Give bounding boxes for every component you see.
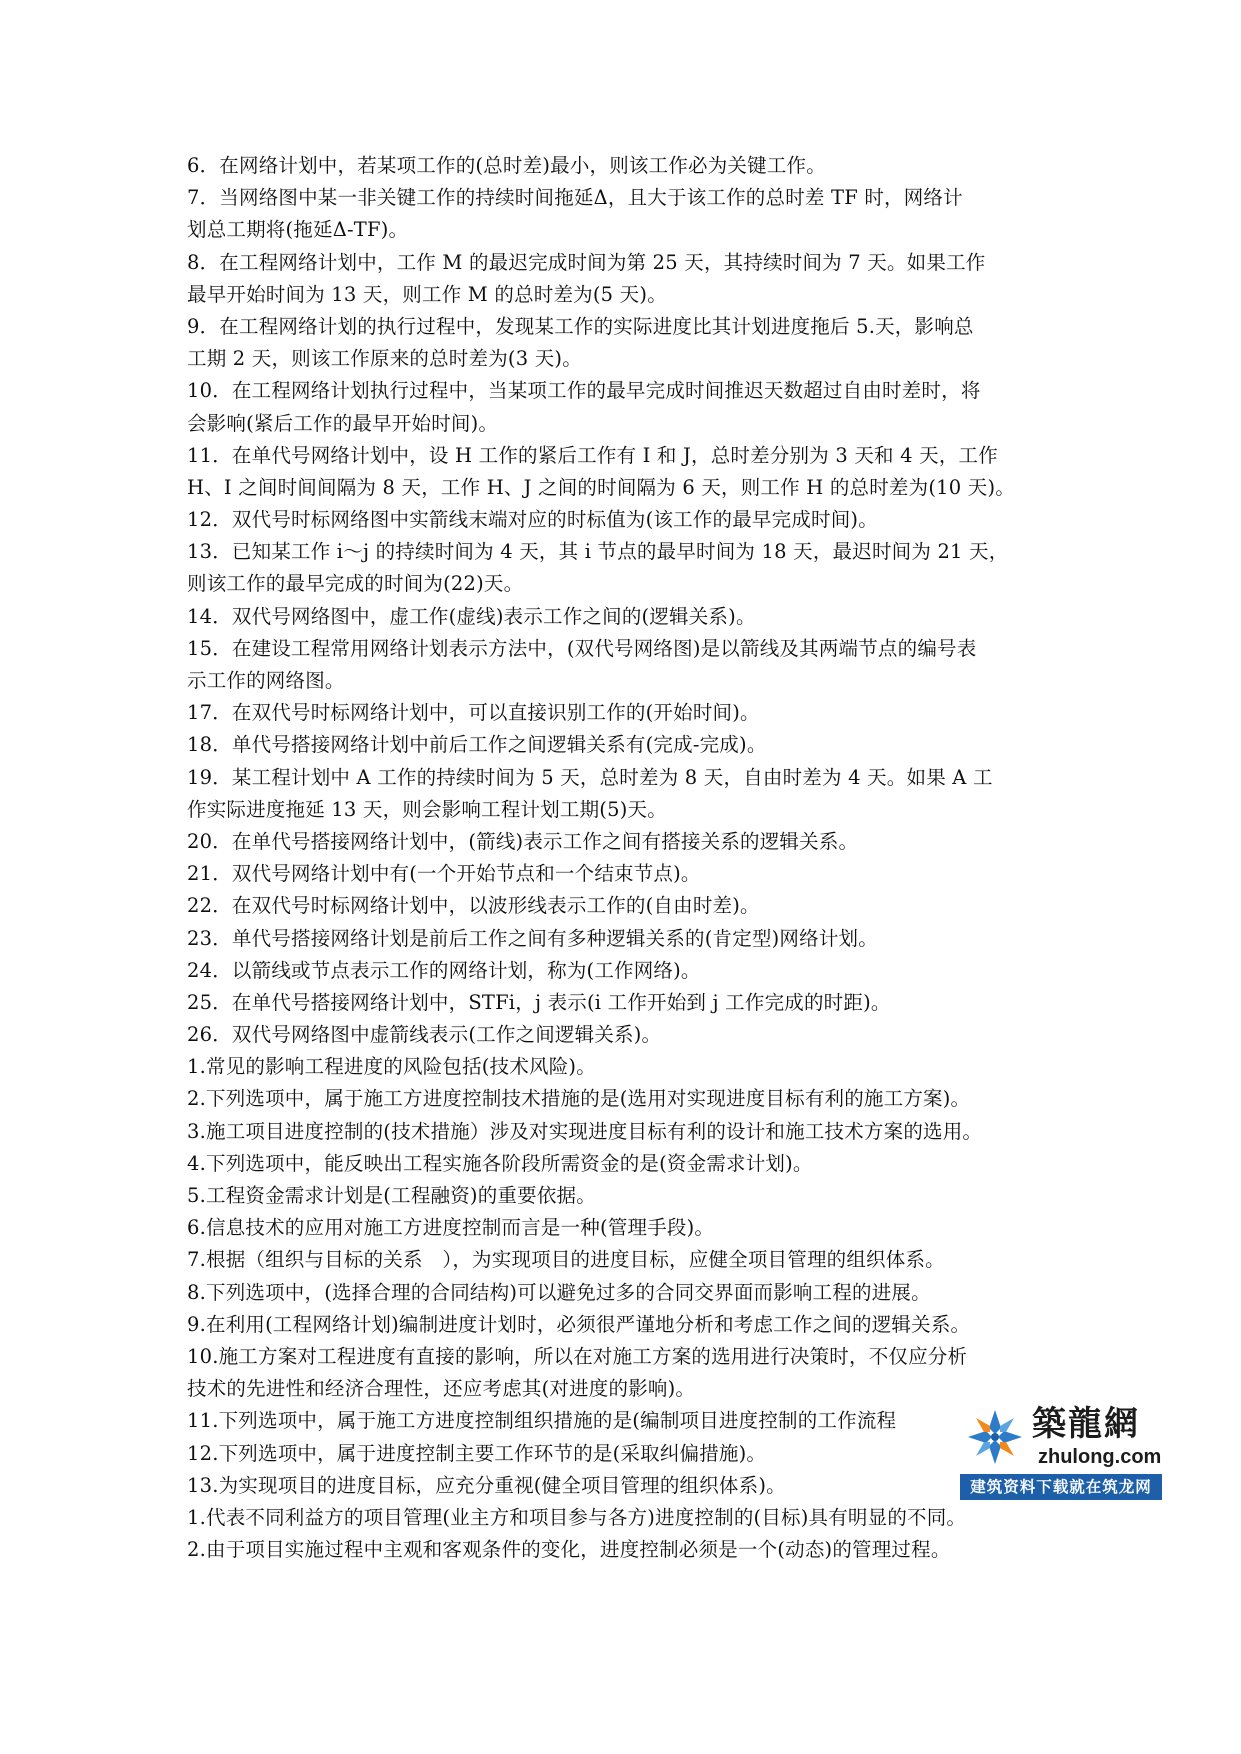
text-line: 7.根据（组织与目标的关系 ），为实现项目的进度目标，应健全项目管理的组织体系。 [187,1248,945,1272]
text-line: 24．以箭线或节点表示工作的网络计划，称为(工作网络)。 [187,958,701,982]
text-line: 10.施工方案对工程进度有直接的影响，所以在对施工方案的选用进行决策时，不仅应分析 [187,1344,968,1368]
text-line: 13.为实现项目的进度目标，应充分重视(健全项目管理的组织体系)。 [187,1473,786,1497]
text-line: H、I 之间时间间隔为 8 天，工作 H、J 之间的时间隔为 6 天，则工作 H 的总时差为(10 天)。 [187,475,1015,499]
text-line: 1.代表不同利益方的项目管理(业主方和项目参与各方)进度控制的(目标)具有明显的不同。 [187,1505,967,1529]
zhulong-logo-icon [964,1406,1026,1468]
text-line: 技术的先进性和经济合理性，还应考虑其(对进度的影响)。 [187,1377,696,1401]
text-line: 9.在利用(工程网络计划)编制进度计划时，必须很严谨地分析和考虑工作之间的逻辑关系。 [187,1312,971,1336]
watermark-domain: zhulong.com [1038,1446,1162,1468]
text-line: 23．单代号搭接网络计划是前后工作之间有多种逻辑关系的(肯定型)网络计划。 [187,926,878,950]
text-line: 14．双代号网络图中，虚工作(虚线)表示工作之间的(逻辑关系)。 [187,604,756,628]
text-line: 12.下列选项中，属于进度控制主要工作环节的是(采取纠偏措施)。 [187,1441,767,1465]
text-line: 则该工作的最早完成的时间为(22)天。 [187,572,524,596]
text-line: 3.施工项目进度控制的(技术措施）涉及对实现进度目标有利的设计和施工技术方案的选用。 [187,1119,983,1143]
watermark-banner: 建筑资料下载就在筑龙网 [960,1474,1162,1500]
text-line: 20．在单代号搭接网络计划中，(箭线)表示工作之间有搭接关系的逻辑关系。 [187,829,859,853]
text-line: 会影响(紧后工作的最早开始时间)。 [187,411,499,435]
text-line: 22．在双代号时标网络计划中，以波形线表示工作的(自由时差)。 [187,894,760,918]
text-line: 5.工程资金需求计划是(工程融资)的重要依据。 [187,1184,596,1207]
text-line: 4.下列选项中，能反映出工程实施各阶段所需资金的是(资金需求计划)。 [187,1151,813,1175]
text-line: 作实际进度拖延 13 天，则会影响工程计划工期(5)天。 [187,797,667,821]
text-line: 8．在工程网络计划中，工作 M 的最迟完成时间为第 25 天，其持续时间为 7 天。如果工作 [187,250,986,274]
text-line: 工期 2 天，则该工作原来的总时差为(3 天)。 [187,347,582,371]
text-line: 2.下列选项中，属于施工方进度控制技术措施的是(选用对实现进度目标有利的施工方案)。 [187,1087,971,1111]
document-body [187,150,1057,1566]
zhulong-watermark [960,1400,1162,1502]
text-line: 11.下列选项中，属于施工方进度控制组织措施的是(编制项目进度控制的工作流程 [187,1409,897,1433]
text-line: 9．在工程网络计划的执行过程中，发现某工作的实际进度比其计划进度拖后 5.天，影响总 [187,314,974,338]
text-line: 11．在单代号网络计划中，设 H 工作的紧后工作有 I 和 J，总时差分别为 3 天和 4 天，工作 [187,443,998,467]
text-line: 12．双代号时标网络图中实箭线末端对应的时标值为(该工作的最早完成时间)。 [187,508,878,532]
text-line: 示工作的网络图。 [187,669,345,692]
text-line: 2.由于项目实施过程中主观和客观条件的变化，进度控制必须是一个(动态)的管理过程。 [187,1538,951,1562]
text-line: 1.常见的影响工程进度的风险包括(技术风险)。 [187,1055,596,1079]
text-line: 划总工期将(拖延Δ-TF)。 [187,218,409,242]
text-line: 7．当网络图中某一非关键工作的持续时间拖延Δ，且大于该工作的总时差 TF 时，网络计 [187,186,963,210]
text-line: 18．单代号搭接网络计划中前后工作之间逻辑关系有(完成-完成)。 [187,733,767,757]
text-line: 6.信息技术的应用对施工方进度控制而言是一种(管理手段)。 [187,1216,715,1240]
text-line: 13．已知某工作 i～j 的持续时间为 4 天，其 i 节点的最早时间为 18 天，最迟时间为 21 天， [187,540,1009,564]
text-line: 6．在网络计划中，若某项工作的(总时差)最小，则该工作必为关键工作。 [187,154,826,177]
text-line: 15．在建设工程常用网络计划表示方法中，(双代号网络图)是以箭线及其两端节点的编号表 [187,636,977,660]
text-line: 25．在单代号搭接网络计划中，STFi，j 表示(i 工作开始到 j 工作完成的时距)。 [187,990,891,1014]
text-line: 26．双代号网络图中虚箭线表示(工作之间逻辑关系)。 [187,1023,662,1047]
text-line: 17．在双代号时标网络计划中，可以直接识别工作的(开始时间)。 [187,701,760,725]
text-line: 8.下列选项中，(选择合理的合同结构)可以避免过多的合同交界面而影响工程的进展。 [187,1280,931,1304]
text-line: 10．在工程网络计划执行过程中，当某项工作的最早完成时间推迟天数超过自由时差时，将 [187,379,981,403]
text-line: 最早开始时间为 13 天，则工作 M 的总时差为(5 天)。 [187,282,667,306]
text-line: 19．某工程计划中 A 工作的持续时间为 5 天，总时差为 8 天，自由时差为 4 天。如果 A 工 [187,765,993,789]
watermark-brand-cn: 築龍網 [1032,1404,1140,1444]
text-line: 21．双代号网络计划中有(一个开始节点和一个结束节点)。 [187,862,701,886]
